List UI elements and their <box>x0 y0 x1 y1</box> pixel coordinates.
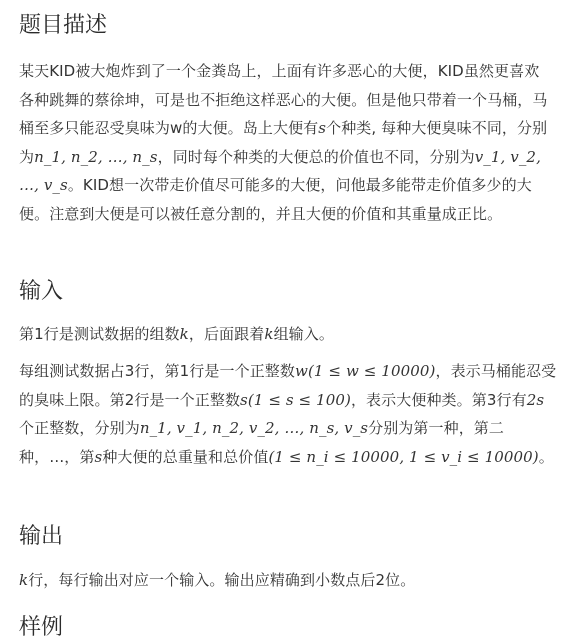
output-heading: 输出 <box>19 524 64 549</box>
sample-heading: 样例 <box>19 615 64 640</box>
math-s: s <box>318 119 327 137</box>
input-line1-text-a: 第1行是测试数据的组数 <box>19 325 180 343</box>
math-w: w <box>295 362 308 380</box>
description-text-4: 。KID想一次带走价值尽可能多的大便，问他最多能带走价值多少的大便。注意到大便是可以被任意分割的，并且大便的价值和其重量成正比。 <box>19 176 532 223</box>
input-line2-text-f: 种大便的总重量和总价值 <box>102 447 269 466</box>
input-line2-text-b: ，表示马桶能忍受的臭味上限。第2行是一个正整数 <box>19 362 557 409</box>
math-v-sequence: v_1, v_2, …, v_s <box>19 147 541 194</box>
description-paragraph <box>19 57 554 228</box>
math-k-2: k <box>264 325 274 343</box>
math-k: k <box>179 325 189 343</box>
input-line2-text-g: 。 <box>538 447 554 466</box>
math-nv-range: (1 ≤ n_i ≤ 10000, 1 ≤ v_i ≤ 10000) <box>268 447 539 466</box>
math-n-sequence: n_1, n_2, …, n_s <box>34 147 158 166</box>
input-line2-text-e: 分别为第一种，第二种，…，第 <box>19 419 505 466</box>
math-nv-sequence: n_1, v_1, n_2, v_2, …, n_s, v_s <box>139 419 369 437</box>
description-heading: 题目描述 <box>19 13 108 38</box>
output-paragraph <box>19 566 415 595</box>
math-s-3: s <box>94 447 103 466</box>
input-line2-text-a: 每组测试数据占3行，第1行是一个正整数 <box>19 362 295 380</box>
input-paragraph-2 <box>19 357 559 471</box>
input-paragraph-1 <box>19 320 334 349</box>
description-text-2: 个种类, 每种大便臭味不同，分别为 <box>19 119 548 166</box>
input-line1-text-b: ，后面跟着 <box>188 325 265 343</box>
input-line2-text-c: ，表示大便种类。第3行有 <box>350 390 527 409</box>
description-text-1: 某天KID被大炮炸到了一个金粪岛上，上面有许多恶心的大便，KID虽然更喜欢各种跳舞的蔡徐坤，可是也不拒绝这样恶心的大便。但是他只带着一个马桶，马桶至多只能忍受臭味为w的大便。岛上大便有 <box>19 62 548 137</box>
math-s-range: (1 ≤ s ≤ 100) <box>247 390 351 409</box>
math-w-range: (1 ≤ w ≤ 10000) <box>307 362 436 380</box>
input-line1-text-c: 组输入。 <box>273 325 334 343</box>
math-k-output: k <box>19 571 29 589</box>
math-s-2: s <box>240 390 248 409</box>
description-text-3: ，同时每个种类的大便总的价值也不同，分别为 <box>157 147 475 166</box>
input-heading: 输入 <box>19 279 64 304</box>
input-line2-text-d: 个正整数，分别为 <box>19 419 140 437</box>
output-text: 行，每行输出对应一个输入。输出应精确到小数点后2位。 <box>28 571 416 589</box>
math-2s: 2s <box>526 390 545 409</box>
